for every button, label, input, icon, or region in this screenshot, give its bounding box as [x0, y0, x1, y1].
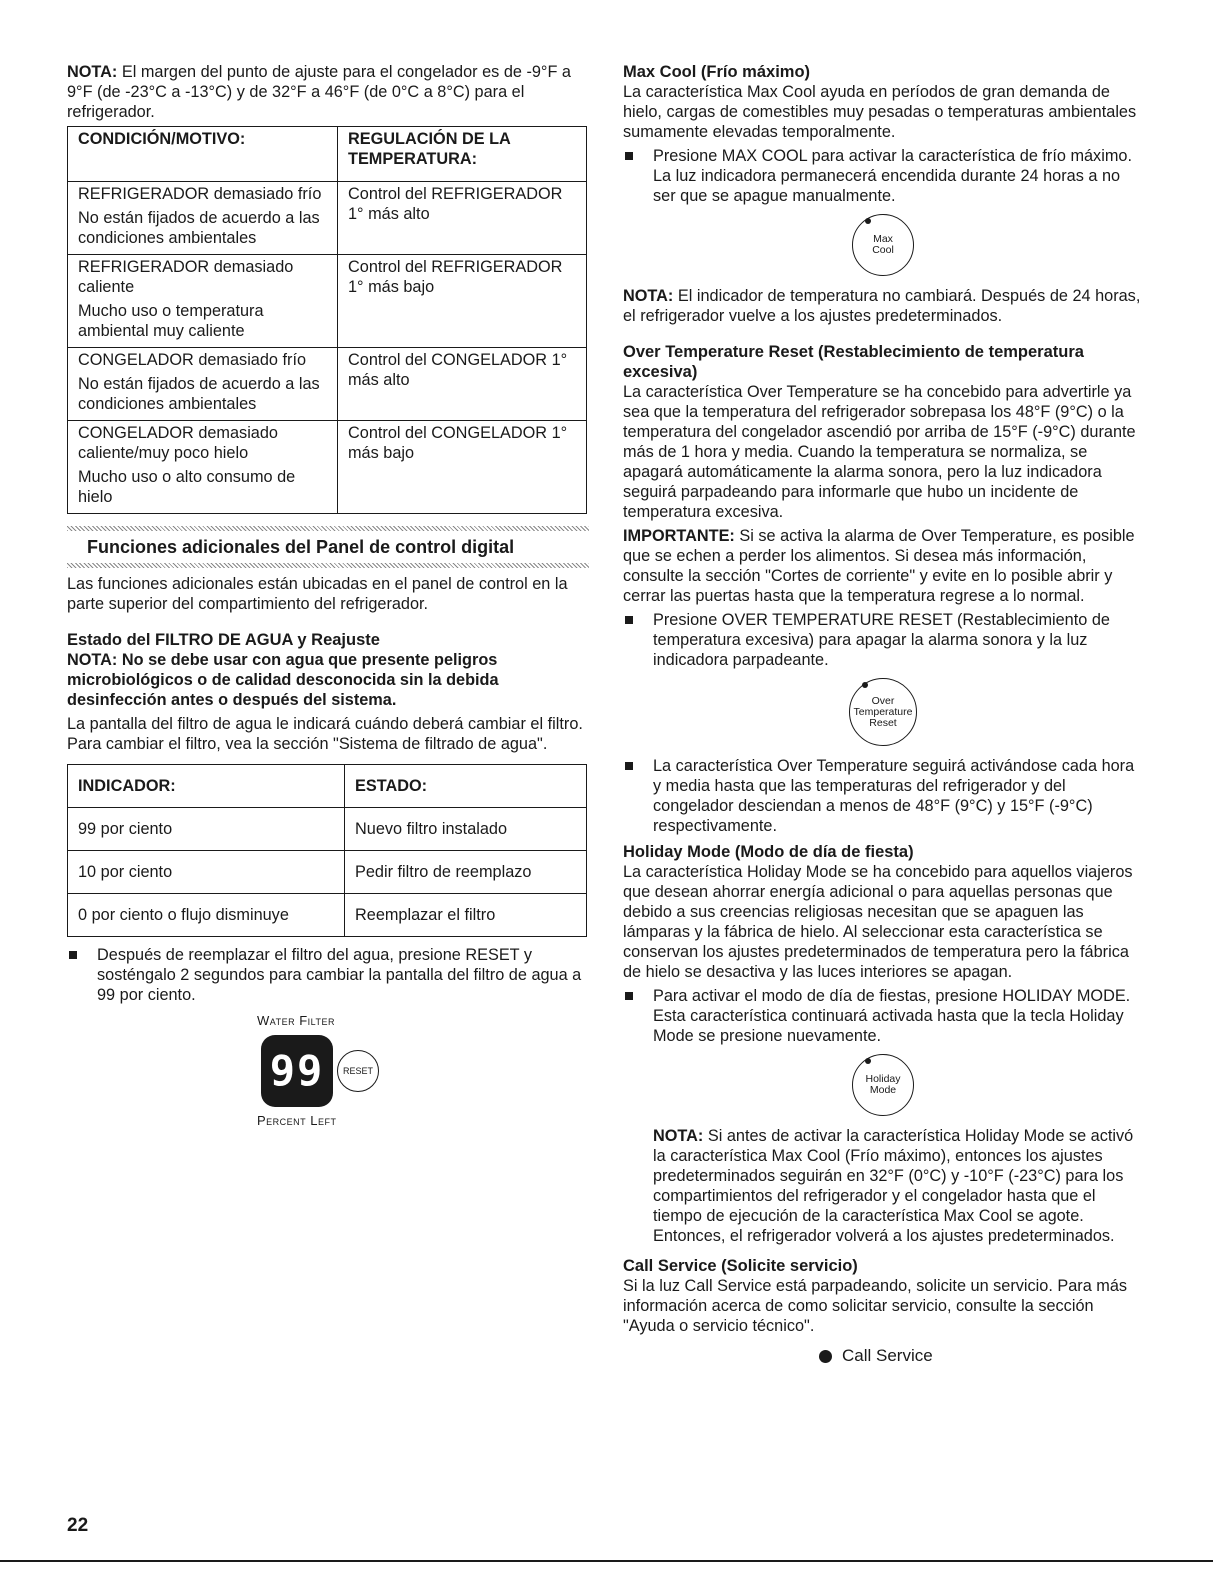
indicator-light-icon	[862, 682, 868, 688]
max-cool-button[interactable]: Max Cool	[852, 214, 914, 276]
call-service-indicator: Call Service	[819, 1346, 1143, 1366]
percent-left-label: Percent Left	[257, 1113, 337, 1128]
indicator-light-icon	[819, 1350, 832, 1363]
list-item: Después de reemplazar el filtro del agua, presione RESET y sosténgalo 2 segundos para cambiar la pantalla del filtro de agua a 99 por ciento.	[67, 945, 587, 1005]
table-header-row	[68, 765, 587, 808]
indicator-light-icon	[865, 1058, 871, 1064]
condition-table	[67, 126, 587, 514]
table-row: CONGELADOR demasiado frío No están fijados de acuerdo a las condiciones ambientales Control del CONGELADOR 1° más alto	[68, 348, 587, 421]
list-item: Presione OVER TEMPERATURE RESET (Restablecimiento de temperatura excesiva) para apagar la alarma sonora y la luz indicadora parpadeante.	[623, 610, 1143, 670]
table-row: CONGELADOR demasiado caliente/muy poco hielo Mucho uso o alto consumo de hielo Control del CONGELADOR 1° más bajo	[68, 421, 587, 514]
max-cool-heading: Max Cool (Frío máximo)	[623, 63, 811, 81]
table-row: REFRIGERADOR demasiado frío No están fijados de acuerdo a las condiciones ambientales Control del REFRIGERADOR 1° más alto	[68, 182, 587, 255]
table-row: REFRIGERADOR demasiado caliente Mucho uso o temperatura ambiental muy caliente Control del REFRIGERADOR 1° más bajo	[68, 255, 587, 348]
water-filter-text: La pantalla del filtro de agua le indicará cuándo deberá cambiar el filtro. Para cambiar el filtro, vea la sección "Sistema de filtrado de agua".	[67, 715, 583, 753]
footer-divider	[0, 1560, 1213, 1562]
max-cool-note: NOTA: El indicador de temperatura no cambiará. Después de 24 horas, el refrigerador vuelve a los ajustes predeterminados.	[623, 287, 1141, 325]
table-header: REGULACIÓN DE LA TEMPERATURA:	[338, 127, 587, 182]
water-filter-panel	[257, 1011, 587, 1131]
holiday-mode-note: NOTA: Si antes de activar la característica Holiday Mode se activó la característica Max Cool (Frío máximo), entonces los ajustes predeterminados seguirán en 32°F (0°C) y -10°F (-23°C) para los compartimientos del refrigerador y el congelador hasta que el tiempo de ejecución de la característica Max Cool se agote. Entonces, el refrigerador volverá a los ajustes predeterminados.	[653, 1127, 1134, 1245]
holiday-mode-text: La característica Holiday Mode se ha concebido para aquellos viajeros que desean ahorrar energía adicional o para aquellas personas que debido a sus creencias religiosas necesitan que se apaguen las lámparas y la fábrica de hielo. Al seleccionar esta característica se conservan los ajustes predeterminados de temperatura pero la fábrica de hielo se desactiva y las luces interiores se apagan.	[623, 863, 1133, 981]
left-column	[67, 62, 587, 1131]
water-filter-note: NOTA: No se debe usar con agua que presente peligros microbiológicos o de calidad desconocida sin la debida desinfección antes o después del sistema.	[67, 651, 499, 709]
table-row: 10 por ciento Pedir filtro de reemplazo	[68, 851, 587, 894]
list-item: La característica Over Temperature seguirá activándose cada hora y media hasta que las temperaturas del refrigerador y del congelador desciendan a menos de 48°F (9°C) y 15°F (-9°C) respectivamente.	[623, 756, 1143, 836]
over-temp-heading: Over Temperature Reset (Restablecimiento de temperatura excesiva)	[623, 343, 1084, 381]
list-item: Para activar el modo de día de fiestas, presione HOLIDAY MODE. Esta característica continuará activada hasta que la tecla Holiday Mode se presione nuevamente.	[623, 986, 1143, 1046]
water-filter-display	[261, 1035, 333, 1107]
over-temperature-reset-button[interactable]: Over Temperature Reset	[849, 678, 917, 746]
setpoint-note: NOTA: El margen del punto de ajuste para el congelador es de -9°F a 9°F (de -23°C a -13°C) y de 32°F a 46°F (de 0°C a 8°C) para el refrigerador.	[67, 63, 571, 121]
reset-button[interactable]: RESET	[337, 1050, 379, 1092]
table-row: 0 por ciento o flujo disminuye Reemplazar el filtro	[68, 894, 587, 937]
holiday-mode-heading: Holiday Mode (Modo de día de fiesta)	[623, 843, 914, 861]
indicator-table	[67, 764, 587, 937]
max-cool-text: La característica Max Cool ayuda en períodos de gran demanda de hielo, cargas de comestibles muy pesadas o temperaturas ambientales sumamente elevadas temporalmente.	[623, 83, 1137, 141]
section-title: Funciones adicionales del Panel de control digital	[87, 537, 515, 557]
holiday-mode-button[interactable]: Holiday Mode	[852, 1054, 914, 1116]
water-filter-digits: 99	[269, 1046, 325, 1095]
water-filter-bullets	[67, 945, 587, 1005]
important-note: IMPORTANTE: Si se activa la alarma de Over Temperature, es posible que se echen a perder los alimentos. Si desea más información, consulte la sección "Cortes de corriente" y evite en lo posible abrir y cerrar las puertas hasta que la temperatura regrese a lo normal.	[623, 527, 1135, 605]
over-temp-text: La característica Over Temperature se ha concebido para advertirle ya sea que la temperatura del refrigerador sobrepasa los 48°F (9°C) o la temperatura del congelador ascendió por arriba de 15°F (-9°C) durante más de 1 hora y media. Cuando la temperatura se normaliza, se apagará automáticamente la alarma sonora, pero la luz indicadora seguirá parpadeando para informarle que hubo un incidente de temperatura excesiva.	[623, 383, 1136, 521]
table-header-row	[68, 127, 587, 182]
section-intro: Las funciones adicionales están ubicadas en el panel de control en la parte superior del compartimiento del refrigerador.	[67, 575, 568, 613]
list-item: Presione MAX COOL para activar la característica de frío máximo. La luz indicadora permanecerá encendida durante 24 horas a no ser que se apague manualmente.	[623, 146, 1143, 206]
right-column	[623, 62, 1143, 1366]
water-filter-heading: Estado del FILTRO DE AGUA y Reajuste	[67, 631, 380, 649]
call-service-heading: Call Service (Solicite servicio)	[623, 1257, 858, 1275]
indicator-light-icon	[865, 218, 871, 224]
call-service-text: Si la luz Call Service está parpadeando, solicite un servicio. Para más información acerca de como solicitar servicio, consulte la sección "Ayuda o servicio técnico".	[623, 1277, 1128, 1335]
water-filter-label: Water Filter	[257, 1013, 335, 1028]
table-header: CONDICIÓN/MOTIVO:	[68, 127, 338, 182]
table-header: INDICADOR:	[68, 765, 345, 808]
table-header: ESTADO:	[345, 765, 587, 808]
table-row: 99 por ciento Nuevo filtro instalado	[68, 808, 587, 851]
page-number: 22	[67, 1515, 89, 1536]
